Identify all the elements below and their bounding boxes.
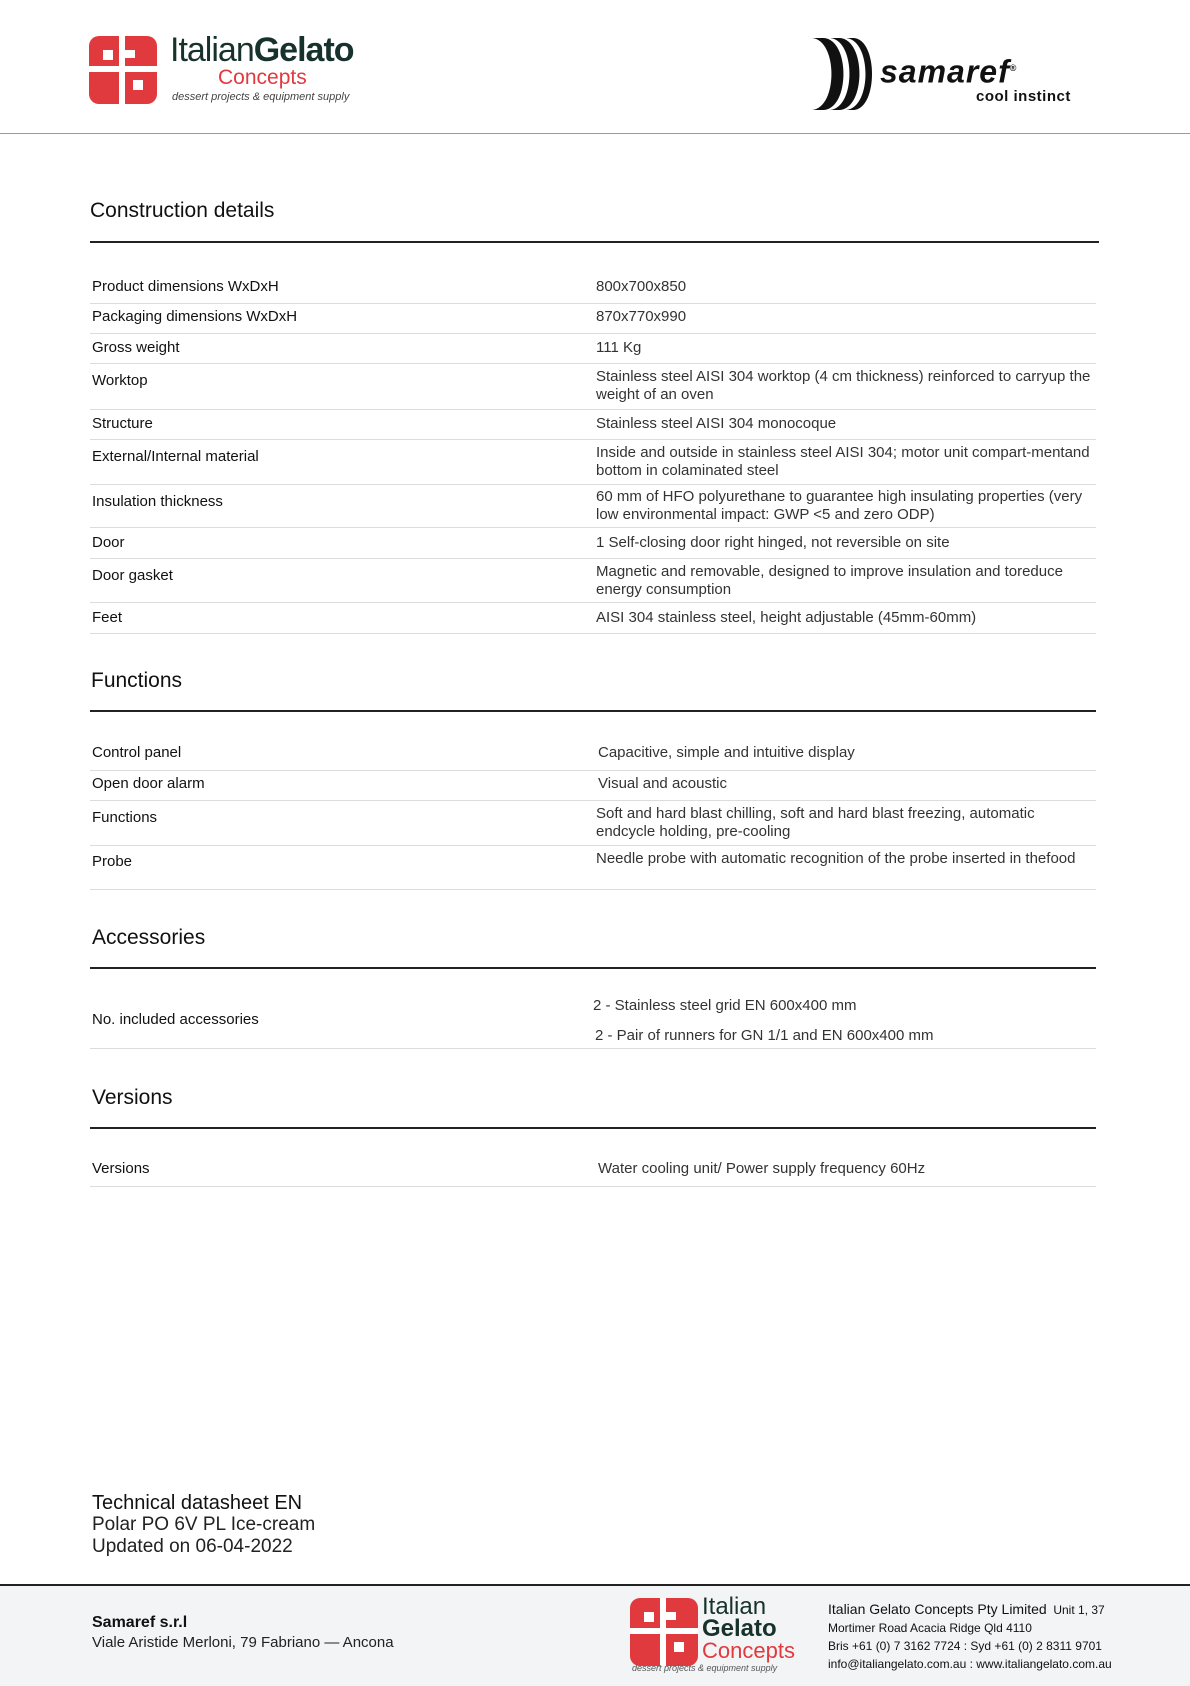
row-label: Versions xyxy=(92,1160,150,1177)
italian-gelato-logo-text xyxy=(170,32,354,103)
footer-info-company: Italian Gelato Concepts Pty Limited xyxy=(828,1601,1047,1617)
row-value: Inside and outside in stainless steel AISI 304; motor unit compart-mentand bottom in colaminated steel xyxy=(596,444,1090,479)
row-value: Stainless steel AISI 304 monocoque xyxy=(596,415,837,432)
row-label: Feet xyxy=(92,609,123,626)
samaref-logo-icon xyxy=(808,34,876,114)
italian-gelato-logo-icon xyxy=(89,36,157,104)
datasheet-info xyxy=(92,1492,315,1558)
table-row xyxy=(90,333,1096,364)
row-label: External/Internal material xyxy=(92,448,259,465)
row-value: Magnetic and removable, designed to improve insulation and toreduce energy consumption xyxy=(596,563,1063,598)
row-label: Packaging dimensions WxDxH xyxy=(92,308,298,325)
table-row xyxy=(90,740,1096,771)
table-row xyxy=(90,303,1096,334)
row-label: Worktop xyxy=(92,372,148,389)
row-value: 2 - Stainless steel grid EN 600x400 mm xyxy=(593,997,857,1014)
row-label: Functions xyxy=(92,809,158,826)
table-row xyxy=(90,409,1096,440)
section-rule xyxy=(90,710,1096,712)
row-value: 870x770x990 xyxy=(596,308,687,325)
logo-word-gelato: Gelato xyxy=(253,31,354,69)
row-label: Insulation thickness xyxy=(92,493,223,510)
footer-info-phones: Bris +61 (0) 7 3162 7724 : Syd +61 (0) 2 8311 9701 xyxy=(828,1639,1102,1653)
section-title-functions: Functions xyxy=(91,669,183,692)
row-value: 2 - Pair of runners for GN 1/1 and EN 600x400 mm xyxy=(595,1027,934,1044)
footer-logo-tagline: dessert projects & equipment supply xyxy=(632,1663,778,1673)
row-label: Gross weight xyxy=(92,339,180,356)
footer-logo-text: Italian Gelato Concepts xyxy=(702,1593,795,1663)
section-rule xyxy=(90,241,1099,243)
row-value: Water cooling unit/ Power supply frequency 60Hz xyxy=(598,1160,926,1177)
datasheet-product: Polar PO 6V PL Ice-cream xyxy=(92,1514,316,1535)
logo-tagline: dessert projects & equipment supply xyxy=(172,91,350,103)
footer-info-unit: Unit 1, 37 xyxy=(1053,1603,1105,1617)
footer-logo-icon xyxy=(630,1598,698,1666)
table-row xyxy=(90,363,1096,410)
row-value: 800x700x850 xyxy=(596,278,687,295)
logo-word-concepts: Concepts xyxy=(218,66,307,89)
footer-info-street: Mortimer Road Acacia Ridge Qld 4110 xyxy=(828,1621,1032,1635)
table-row xyxy=(90,800,1096,846)
row-value: Needle probe with automatic recognition of the probe inserted in thefood xyxy=(596,850,1076,867)
row-label: Structure xyxy=(92,415,153,432)
section-title-construction: Construction details xyxy=(90,199,275,222)
table-row xyxy=(90,275,1096,304)
row-value: 1 Self-closing door right hinged, not reversible on site xyxy=(596,534,950,551)
samaref-tagline: cool instinct xyxy=(976,88,1071,105)
footer-address: Viale Aristide Merloni, 79 Fabriano — Ancona xyxy=(92,1634,394,1651)
table-row xyxy=(90,439,1096,485)
datasheet-updated: Updated on 06-04-2022 xyxy=(92,1536,293,1557)
footer-contact-info xyxy=(828,1600,1112,1673)
logo-word-italian: Italian xyxy=(170,31,254,69)
table-row xyxy=(90,845,1096,890)
footer-info-web: info@italiangelato.com.au : www.italiangelato.com.au xyxy=(828,1657,1112,1671)
row-label: Door gasket xyxy=(92,567,173,584)
section-rule xyxy=(90,967,1096,969)
table-row xyxy=(90,527,1096,559)
section-title-versions: Versions xyxy=(92,1086,173,1109)
row-value: Stainless steel AISI 304 worktop (4 cm thickness) reinforced to carryup the weight of an oven xyxy=(596,368,1091,403)
table-row xyxy=(90,602,1096,634)
row-label: No. included accessories xyxy=(92,1011,259,1028)
row-label: Control panel xyxy=(92,744,182,761)
row-label: Probe xyxy=(92,853,133,870)
table-row xyxy=(90,990,1096,1049)
table-row xyxy=(90,558,1096,603)
table-row xyxy=(90,1156,1096,1187)
row-value: Capacitive, simple and intuitive display xyxy=(598,744,855,761)
section-title-accessories: Accessories xyxy=(92,926,206,949)
row-value: 60 mm of HFO polyurethane to guarantee high insulating properties (very low environmental impact: GWP <5 and zero ODP) xyxy=(596,488,1083,523)
samaref-logo-text: samaref® xyxy=(880,53,1018,90)
section-rule xyxy=(90,1127,1096,1129)
row-value: Soft and hard blast chilling, soft and hard blast freezing, automatic endcycle holding, pre-cooling xyxy=(596,805,1035,840)
table-row xyxy=(90,484,1096,528)
row-value: 111 Kg xyxy=(596,339,642,356)
table-row xyxy=(90,770,1096,801)
row-label: Product dimensions WxDxH xyxy=(92,278,279,295)
row-value: Visual and acoustic xyxy=(598,775,727,792)
row-label: Door xyxy=(92,534,125,551)
row-label: Open door alarm xyxy=(92,775,205,792)
row-value: AISI 304 stainless steel, height adjustable (45mm-60mm) xyxy=(596,609,977,626)
datasheet-title: Technical datasheet EN xyxy=(92,1492,303,1514)
footer-company: Samaref s.r.l xyxy=(92,1614,188,1631)
